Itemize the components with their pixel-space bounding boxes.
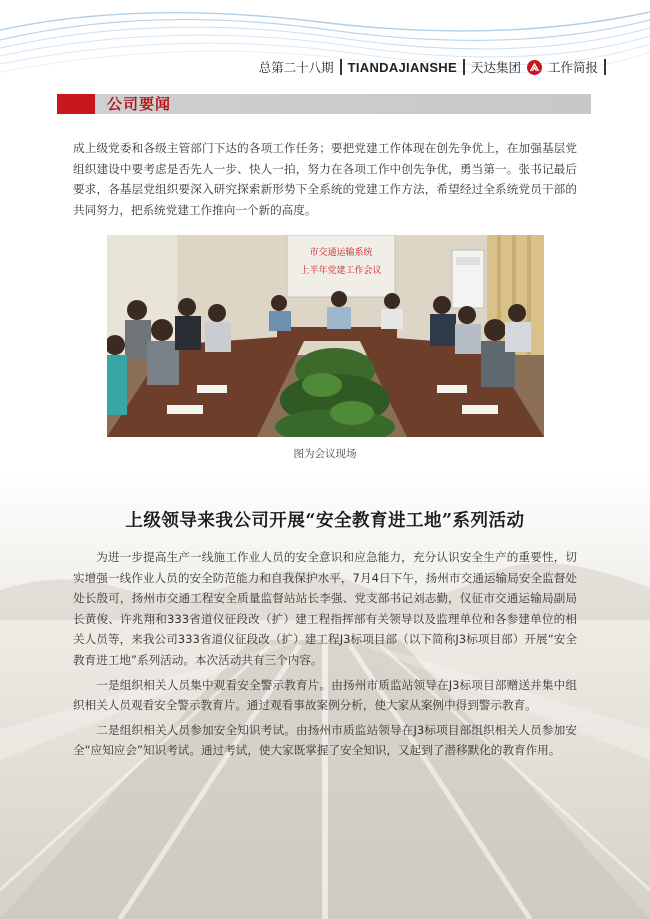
- brand-english: TIANDAJIANSHE: [347, 59, 457, 75]
- header-divider: [604, 59, 606, 75]
- header-divider: [463, 59, 465, 75]
- banner-line-2: 上半年党建工作会议: [300, 266, 382, 276]
- group-name: 天达集团: [470, 60, 521, 75]
- bulletin-name: 工作简报: [547, 60, 598, 75]
- issue-number: 总第二十八期: [258, 60, 334, 75]
- article-paragraph: 为进一步提高生产一线施工作业人员的安全意识和应急能力，充分认识安全生产的重要性，切实增强一线作业人员的安全防范能力和自我保护水平，7月4日下午，扬州市交通运输局安全监督处处长殷可，扬州市交通工程安全质量监督站站长李强、党支部书记刘志勤，仪征市交通运输局副局长黄俊、许兆翔和333省道仪征段改（扩）建工程指挥部有关领导以及监理单位和各参建单位的相关人员等，来我公司333省道仪征段改（扩）建工程J3标项目部（以下简称J3标项目部）开展“安全教育进工地”系列活动。本次活动共有三个内容。: [73, 550, 577, 667]
- section-title: 公司要闻: [107, 95, 172, 113]
- photo-caption: 图为会议现场: [293, 448, 357, 460]
- meeting-photo: [107, 235, 544, 437]
- article-title: 上级领导来我公司开展“安全教育进工地”系列活动: [125, 511, 525, 531]
- page-header: [259, 55, 606, 79]
- section-red-marker: [57, 94, 95, 114]
- intro-paragraph: 成上级党委和各级主管部门下达的各项工作任务；要把党建工作体现在创先争优上，在加强基层党组织建设中要考虑是否先人一步、快人一拍，努力在各项工作中创先争优，勇当第一。张书记最后要求，各基层党组织要深入研究探索新形势下全系统的党建工作方法，希望经过全系统党员干部的共同努力，把系统党建工作推向一个新的高度。: [73, 141, 577, 217]
- article-paragraph: 二是组织相关人员参加安全知识考试。由扬州市质监站领导在J3标项目部组织相关人员参加安全“应知应会”知识考试。通过考试，使大家既掌握了安全知识，又起到了潜移默化的教育作用。: [73, 722, 577, 758]
- section-header: [57, 94, 591, 114]
- company-logo-icon: [527, 60, 542, 75]
- header-divider: [340, 59, 342, 75]
- article-paragraph: 一是组织相关人员集中观看安全警示教育片。由扬州市质监站领导在J3标项目部赠送并集中组织相关人员观看安全警示教育片。通过观看事故案例分析，使大家从案例中得到警示教育。: [73, 677, 577, 713]
- article-body: [73, 547, 577, 765]
- banner-line-1: 市交通运输系统: [309, 248, 373, 258]
